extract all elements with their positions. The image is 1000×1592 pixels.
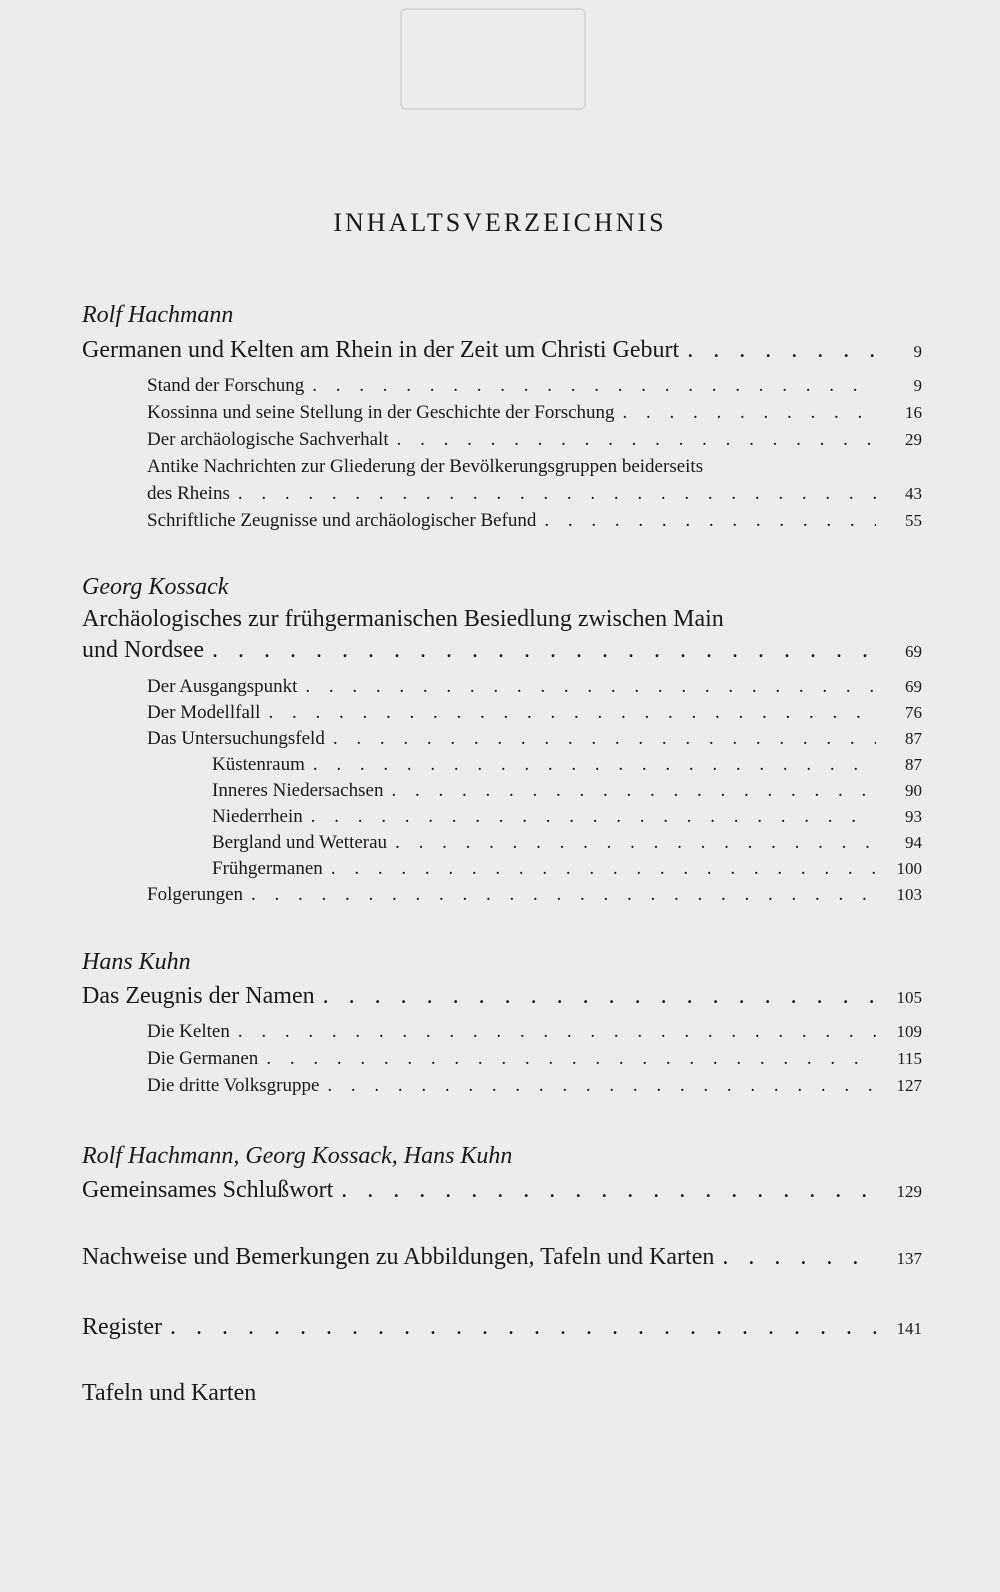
entry-page: 127 <box>896 1076 922 1095</box>
dot-leader <box>238 483 876 505</box>
dot-leader <box>341 1177 876 1204</box>
toc-subentry[interactable] <box>147 884 922 906</box>
toc-subsubentry[interactable] <box>212 780 922 802</box>
toc-entry-nachweise[interactable] <box>82 1244 922 1271</box>
entry-title: Küstenraum <box>212 754 305 775</box>
entry-title: des Rheins <box>147 483 230 504</box>
toc-entry-tafeln[interactable]: Tafeln und Karten <box>82 1380 257 1406</box>
toc-entry-zeugnis-der-namen[interactable] <box>82 983 922 1010</box>
entry-title: Der archäologische Sachverhalt <box>147 429 389 450</box>
entry-page: 69 <box>905 677 922 696</box>
entry-title: Das Zeugnis der Namen <box>82 983 315 1009</box>
entry-page: 115 <box>897 1049 922 1068</box>
entry-page: 137 <box>896 1249 922 1268</box>
entry-title: Der Modellfall <box>147 702 261 723</box>
entry-title: Das Untersuchungsfeld <box>147 728 325 749</box>
entry-page: 16 <box>905 403 922 422</box>
entry-page: 100 <box>896 859 922 878</box>
entry-page: 87 <box>905 755 922 774</box>
entry-title: Inneres Niedersachsen <box>212 780 384 801</box>
dot-leader <box>544 510 876 532</box>
toc-subsubentry[interactable] <box>212 754 922 776</box>
author-hachmann: Rolf Hachmann <box>82 302 234 328</box>
dot-leader <box>623 402 876 424</box>
dot-leader <box>327 1075 876 1097</box>
entry-title: Register <box>82 1314 162 1340</box>
entry-title: und Nordsee <box>82 637 204 663</box>
dot-leader <box>391 780 876 802</box>
toc-subentry[interactable] <box>147 429 922 451</box>
toc-entry-line1[interactable]: Archäologisches zur frühgermanischen Besiedlung zwischen Main <box>82 606 724 632</box>
entry-title: Die dritte Volksgruppe <box>147 1075 320 1096</box>
toc-subsubentry[interactable] <box>212 832 922 854</box>
entry-page: 105 <box>896 988 922 1007</box>
toc-subentry[interactable] <box>147 510 922 532</box>
dot-leader <box>238 1021 876 1043</box>
entry-page: 43 <box>905 484 922 503</box>
entry-page: 55 <box>905 511 922 530</box>
dot-leader <box>323 983 876 1010</box>
entry-page: 9 <box>913 376 922 395</box>
entry-page: 94 <box>905 833 922 852</box>
entry-title: Bergland und Wetterau <box>212 832 388 853</box>
toc-entry-register[interactable] <box>82 1314 922 1341</box>
entry-page: 9 <box>913 342 922 361</box>
entry-title: Gemeinsames Schlußwort <box>82 1177 334 1203</box>
entry-page: 76 <box>905 703 922 722</box>
toc-subsubentry[interactable] <box>212 806 922 828</box>
toc-subentry[interactable] <box>147 728 922 750</box>
entry-page: 87 <box>905 729 922 748</box>
entry-page: 109 <box>896 1022 922 1041</box>
toc-subentry[interactable] <box>147 702 922 724</box>
toc-subentry[interactable] <box>147 1075 922 1097</box>
author-all: Rolf Hachmann, Georg Kossack, Hans Kuhn <box>82 1143 513 1169</box>
entry-page: 69 <box>905 642 922 661</box>
author-kossack: Georg Kossack <box>82 574 229 600</box>
toc-subentry[interactable] <box>147 375 922 397</box>
entry-page: 129 <box>896 1182 922 1201</box>
entry-title: Germanen und Kelten am Rhein in der Zeit um Christi Geburt <box>82 337 680 363</box>
toc-subentry[interactable] <box>147 676 922 698</box>
dot-leader <box>251 884 876 906</box>
dot-leader <box>312 375 876 397</box>
toc-entry-schlusswort[interactable] <box>82 1177 922 1204</box>
dot-leader <box>722 1244 876 1271</box>
page-title: INHALTSVERZEICHNIS <box>333 208 667 237</box>
toc-subentry[interactable] <box>147 483 922 505</box>
entry-page: 90 <box>905 781 922 800</box>
dot-leader <box>311 806 876 828</box>
toc-entry-archaeologisches[interactable] <box>82 637 922 664</box>
toc-subentry[interactable] <box>147 1048 922 1070</box>
dot-leader <box>395 832 876 854</box>
toc-entry-germanen-kelten[interactable] <box>82 337 922 364</box>
dot-leader <box>305 676 876 698</box>
toc-subsubentry[interactable] <box>212 858 922 880</box>
dot-leader <box>212 637 876 664</box>
author-kuhn: Hans Kuhn <box>82 949 191 975</box>
dot-leader <box>687 337 876 364</box>
entry-page: 29 <box>905 430 922 449</box>
entry-title: Kossinna und seine Stellung in der Geschichte der Forschung <box>147 402 615 423</box>
dot-leader <box>331 858 876 880</box>
entry-title: Folgerungen <box>147 884 244 905</box>
dot-leader <box>313 754 876 776</box>
toc-subentry[interactable] <box>147 1021 922 1043</box>
toc-subentry-line1[interactable]: Antike Nachrichten zur Gliederung der Bevölkerungsgruppen beiderseits <box>147 456 704 477</box>
entry-title: Stand der Forschung <box>147 375 305 396</box>
dot-leader <box>268 702 876 724</box>
entry-title: Der Ausgangspunkt <box>147 676 298 697</box>
entry-page: 103 <box>896 885 922 904</box>
entry-title: Die Kelten <box>147 1021 230 1042</box>
entry-title: Frühgermanen <box>212 858 323 879</box>
entry-page: 141 <box>896 1319 922 1338</box>
entry-page: 93 <box>905 807 922 826</box>
entry-title: Die Germanen <box>147 1048 259 1069</box>
dot-leader <box>333 728 876 750</box>
dot-leader <box>170 1314 876 1341</box>
entry-title: Schriftliche Zeugnisse und archäologischer Befund <box>147 510 537 531</box>
dot-leader <box>397 429 876 451</box>
bleed-through-stamp <box>400 8 586 110</box>
dot-leader <box>266 1048 876 1070</box>
entry-title: Nachweise und Bemerkungen zu Abbildungen, Tafeln und Karten <box>82 1244 715 1270</box>
entry-title: Niederrhein <box>212 806 303 827</box>
toc-subentry[interactable] <box>147 402 922 424</box>
